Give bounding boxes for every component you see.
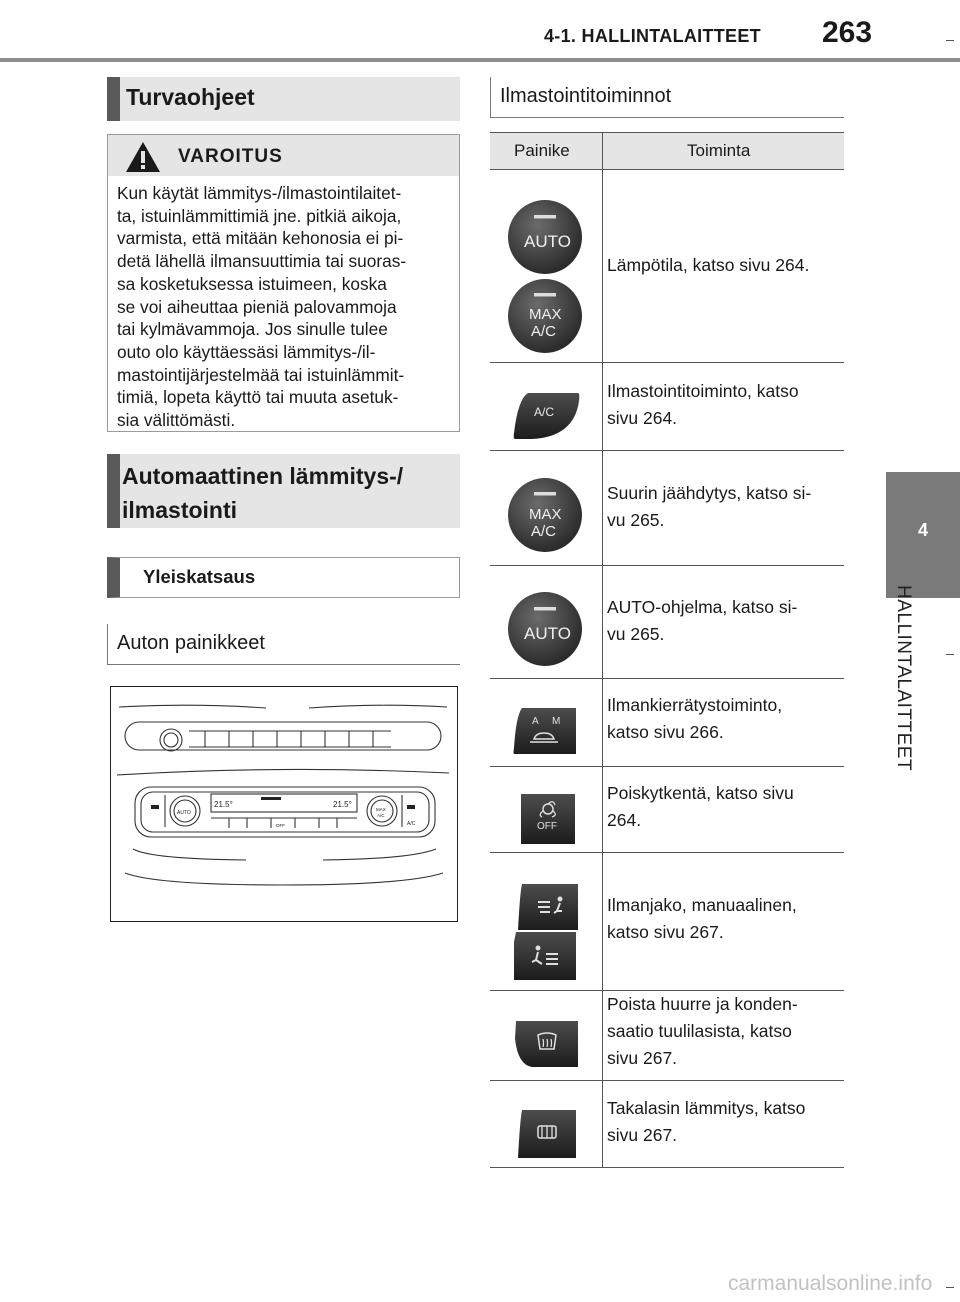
max-cooling-button-icon — [507, 475, 583, 555]
warning-line: Kun käytät lämmitys-/ilmastointilaitet- — [117, 183, 402, 203]
auto-climate-heading-line: Automaattinen lämmitys-/ — [122, 463, 404, 489]
function-text: Poista huurre ja konden- — [607, 994, 798, 1014]
warning-line: outo olo käyttäessäsi lämmitys-/il- — [117, 341, 376, 362]
function-text: vu 265. — [607, 510, 665, 530]
row-divider — [490, 1080, 844, 1081]
column-divider — [602, 132, 603, 1168]
header-rule — [0, 58, 960, 62]
auto-climate-heading — [122, 459, 403, 527]
section-title: 4-1. HALLINTALAITTEET — [544, 26, 761, 46]
warning-line: varmista, että mitään kehonosia ei pi- — [117, 228, 404, 249]
safety-heading: Turvaohjeet — [126, 84, 255, 110]
overview-heading: Yleiskatsaus — [143, 566, 256, 587]
console-temp-right: 21.5° — [333, 800, 352, 809]
row-divider — [490, 565, 844, 566]
auto-temperature-button-icon — [507, 197, 583, 277]
functions-rule — [490, 77, 491, 117]
warning-line: sia välittömästi. — [117, 410, 236, 431]
table-row-function — [607, 480, 839, 534]
off-label: OFF — [537, 821, 557, 832]
table-row-function — [607, 1095, 839, 1149]
table-row-function — [607, 252, 839, 279]
warning-line: tai kylmävammoja. Jos sinulle tulee — [117, 319, 388, 340]
function-text: saatio tuulilasista, katso — [607, 1021, 792, 1041]
table-row-function — [607, 991, 839, 1072]
air-distribution-lower-button-icon — [512, 932, 578, 982]
recirc-m-label: M — [552, 716, 561, 727]
console-auto-label: AUTO — [177, 810, 191, 816]
function-text: vu 265. — [607, 624, 665, 644]
table-row-function — [607, 378, 839, 432]
warning-line: detä lähellä ilmansuuttimia tai suoras- — [117, 251, 407, 272]
chapter-label — [892, 585, 922, 795]
function-text: Ilmanjako, manuaalinen, — [607, 895, 797, 915]
function-text: katso sivu 266. — [607, 722, 724, 742]
console-temp-left: 21.5° — [214, 800, 233, 809]
function-text: sivu 267. — [607, 1125, 678, 1145]
function-text: Lämpötila, katso sivu 264. — [607, 255, 810, 275]
row-divider — [490, 678, 844, 679]
function-text: Ilmankierrätystoiminto, — [607, 695, 783, 715]
warning-text — [117, 182, 455, 432]
max-temperature-button-icon — [507, 277, 583, 355]
windscreen-defrost-button-icon — [512, 1019, 580, 1069]
warning-icon — [124, 140, 162, 174]
table-row-function — [607, 780, 839, 834]
console-max-label: MAX — [376, 807, 386, 812]
function-text: Poiskytkentä, katso sivu — [607, 783, 794, 803]
warning-line: ta, istuinlämmittimiä jne. pitkiä aikoja, — [117, 205, 402, 226]
auto-program-button-icon — [507, 589, 583, 669]
recirculation-button-icon — [512, 706, 578, 756]
recirc-a-label: A — [532, 716, 539, 727]
warning-title: VAROITUS — [178, 146, 283, 167]
air-distribution-upper-button-icon — [516, 882, 580, 932]
auto-label: AUTO — [524, 624, 571, 643]
watermark: carmanualsonline.info — [728, 1272, 933, 1295]
warning-line: se voi aiheuttaa pieniä palovammoja — [117, 296, 397, 317]
climate-console-illustration — [110, 686, 458, 922]
function-text: sivu 267. — [607, 1048, 678, 1068]
function-text: 264. — [607, 810, 642, 830]
auto-climate-heading-line: ilmastointi — [122, 497, 238, 523]
row-divider — [490, 1167, 844, 1168]
column-header-function: Toiminta — [687, 141, 751, 160]
console-ac-label: A/C — [407, 821, 416, 827]
auto-label: AUTO — [524, 232, 571, 251]
max-label: MAX — [529, 306, 562, 323]
rear-window-heating-button-icon — [516, 1108, 578, 1160]
chapter-number: 4 — [917, 520, 928, 540]
row-divider — [490, 766, 844, 767]
crop-mark — [946, 654, 954, 655]
function-text: sivu 264. — [607, 408, 678, 428]
row-divider — [490, 852, 844, 853]
function-text: AUTO-ohjelma, katso si- — [607, 597, 798, 617]
console-drawing — [111, 687, 456, 920]
function-text: Ilmastointitoiminto, katso — [607, 381, 799, 401]
function-text: Takalasin lämmitys, katso — [607, 1098, 806, 1118]
fan-off-button-icon — [520, 793, 576, 845]
function-text: Suurin jäähdytys, katso si- — [607, 483, 812, 503]
ac-button-icon — [512, 391, 582, 441]
row-divider — [490, 450, 844, 451]
row-divider — [490, 362, 844, 363]
functions-heading: Ilmastointitoiminnot — [500, 85, 672, 107]
page-number: 263 — [822, 16, 873, 49]
function-text: katso sivu 267. — [607, 922, 724, 942]
column-header-button: Painike — [514, 141, 570, 160]
car-buttons-rule — [107, 624, 108, 664]
table-row-function — [607, 692, 839, 746]
warning-line: mastointijärjestelmää tai istuinlämmit- — [117, 364, 405, 385]
warning-line: timiä, lopeta käyttö tai muuta asetuk- — [117, 387, 399, 408]
table-row-function — [607, 892, 839, 946]
max-ac-label: A/C — [531, 523, 557, 540]
max-ac-label: A/C — [531, 323, 557, 340]
chapter-label-text: HALLINTALAITTEET — [893, 585, 914, 772]
max-label: MAX — [529, 506, 562, 523]
warning-line: sa kosketuksessa istuimeen, koska — [117, 273, 387, 294]
table-row-function — [607, 594, 839, 648]
functions-underline — [490, 117, 844, 118]
car-buttons-underline — [107, 664, 460, 665]
crop-mark — [946, 40, 954, 41]
crop-mark — [946, 1287, 954, 1288]
car-buttons-heading: Auton painikkeet — [117, 632, 265, 654]
ac-label: A/C — [534, 405, 555, 419]
console-off-label: OFF — [276, 823, 285, 828]
console-max-ac-label: A/C — [377, 813, 385, 818]
